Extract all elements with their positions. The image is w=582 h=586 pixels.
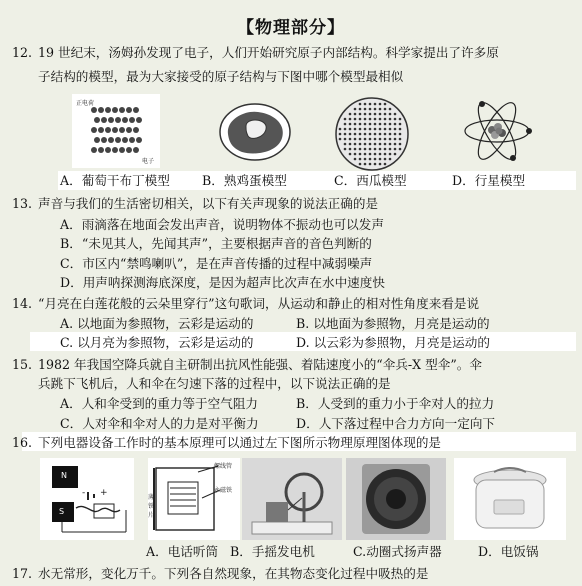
q12-option-b[interactable]: B．熟鸡蛋模型 — [202, 173, 287, 188]
q15-option-d[interactable]: D．人下落过程中合力方向一定向下 — [296, 416, 496, 431]
thin-iron-sheet-label: 薄铁片 — [148, 494, 155, 519]
q12-line1: 12. 19 世纪末，汤姆孙发现了电子，人们开始研究原子内部结构。科学家提出了许多原 — [11, 45, 499, 60]
electron-label: 电子 — [142, 158, 155, 165]
q12-option-a[interactable]: A．葡萄干布丁模型 — [60, 173, 170, 188]
q17-stem: 17. 水无常形，变化万千。下列各自然现象，在其物态变化过程中吸热的是 — [11, 566, 429, 581]
q14-option-c[interactable]: C. 以月亮为参照物，云彩是运动的 — [60, 335, 254, 350]
plus-label: + — [100, 488, 108, 498]
q15-line2: 兵跳下飞机后，人和伞在匀速下落的过程中，以下说法正确的是 — [38, 376, 391, 391]
q15-option-c[interactable]: C．人对伞和伞对人的力是对平衡力 — [60, 416, 259, 431]
q14-stem: 14. “月亮在白莲花般的云朵里穿行”这句歌词，从运动和静止的相对性角度来看是说 — [11, 296, 480, 311]
q16-option-b[interactable]: B．手摇发电机 — [230, 544, 315, 559]
q13-stem: 13. 声音与我们的生活密切相关，以下有关声现象的说法正确的是 — [11, 196, 379, 211]
minus-label: - — [82, 488, 86, 498]
rice-cooker-photo — [454, 458, 566, 540]
q12-option-c[interactable]: C．西瓜模型 — [334, 173, 407, 188]
boiled-egg-model-image — [216, 98, 294, 166]
planetary-model-image — [460, 96, 534, 166]
q16-option-a[interactable]: A．电话听筒 — [146, 544, 219, 559]
q15-option-a[interactable]: A．人和伞受到的重力等于空气阻力 — [60, 396, 259, 411]
q13-option-a[interactable]: A．雨滴落在地面会发出声音，说明物体不振动也可以发声 — [60, 217, 384, 232]
permanent-magnet-label: 永磁铁 — [214, 487, 233, 494]
q12-line2: 子结构的模型，最为大家接受的原子结构与下图中哪个模型最相似 — [38, 69, 404, 84]
q16-option-d[interactable]: D．电饭锅 — [478, 544, 539, 559]
q13-option-c[interactable]: C．市区内“禁鸣喇叭”，是在声音传播的过程中减弱噪声 — [60, 256, 373, 271]
receiver-structure-diagram — [148, 458, 240, 540]
positive-charge-label: 正电荷 — [76, 100, 95, 107]
q14-option-d[interactable]: D. 以云彩为参照物，月亮是运动的 — [296, 335, 490, 350]
q15-line1: 15. 1982 年我国空降兵就自主研制出抗风性能强、着陆速度小的“伞兵-X 型伞”。伞 — [11, 357, 482, 372]
electromagnet-circuit-diagram — [40, 458, 134, 540]
section-title: 【物理部分】 — [237, 18, 345, 38]
north-pole-label: N — [61, 471, 67, 480]
q12-option-d[interactable]: D．行星模型 — [452, 173, 526, 188]
q14-option-b[interactable]: B. 以地面为参照物，月亮是运动的 — [296, 316, 490, 331]
q14-option-a[interactable]: A. 以地面为参照物，云彩是运动的 — [60, 316, 254, 331]
solenoid-label: 螺线管 — [214, 463, 233, 470]
plum-pudding-model-image — [72, 94, 160, 168]
q16-stem: 16. 下列电器设备工作时的基本原理可以通过左下图所示物理原理图体现的是 — [11, 435, 441, 450]
speaker-photo — [346, 458, 446, 540]
q13-option-b[interactable]: B．“未见其人，先闻其声”，主要根据声音的音色判断的 — [60, 236, 372, 251]
south-pole-label: S — [59, 507, 65, 516]
watermelon-model-image — [332, 96, 412, 172]
q13-option-d[interactable]: D．用声呐探测海底深度，是因为超声比次声在水中速度快 — [60, 275, 385, 290]
q16-option-c[interactable]: C.动圈式扬声器 — [353, 544, 442, 559]
q15-option-b[interactable]: B．人受到的重力小于伞对人的拉力 — [296, 396, 495, 411]
hand-generator-photo — [242, 458, 342, 540]
